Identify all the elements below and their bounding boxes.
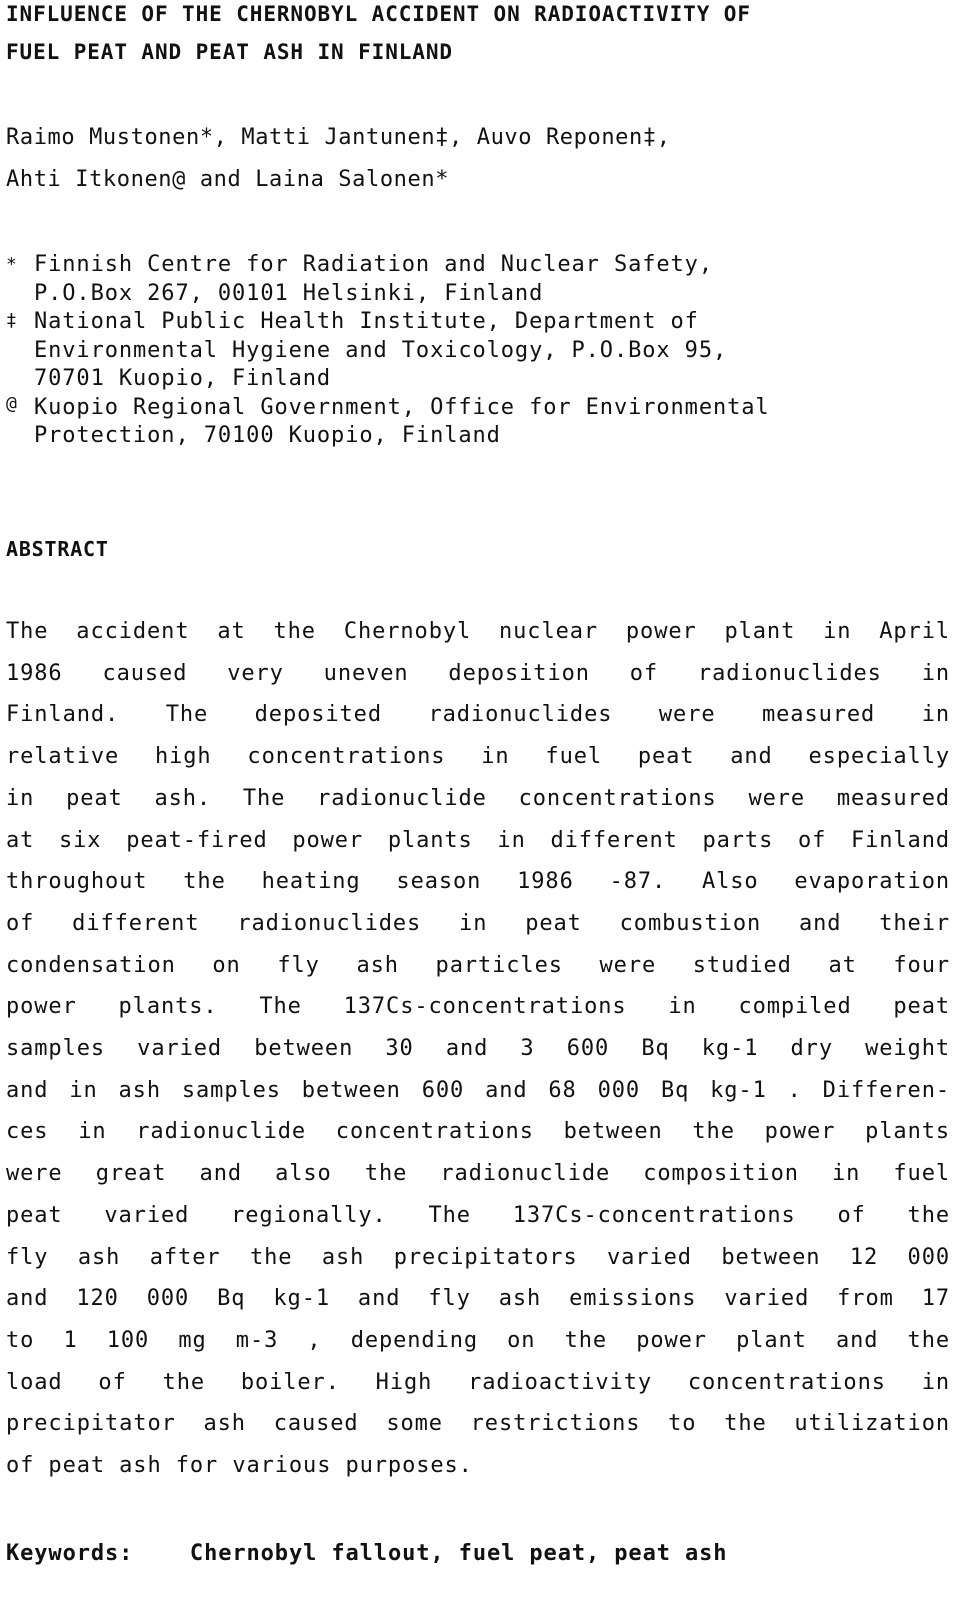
abstract-heading: ABSTRACT [6,537,109,561]
abstract-line: at six peat-fired power plants in different parts of Finland [6,828,950,853]
abstract-line: load of the boiler. High radioactivity concentrations in [6,1370,950,1395]
affiliation-1-line-1: Finnish Centre for Radiation and Nuclear Safety, [34,252,713,277]
abstract-line: 1986 caused very uneven deposition of radionuclides in [6,661,950,686]
affiliation-3-line-1: Kuopio Regional Government, Office for Environmental [34,395,770,420]
abstract-line: ces in radionuclide concentrations between the power plants [6,1119,950,1144]
authors-line-1: Raimo Mustonen*, Matti Jantunen‡, Auvo Reponen‡, [6,125,671,150]
affiliation-2-line-3: 70701 Kuopio, Finland [34,366,332,391]
paper-title-line-1: INFLUENCE OF THE CHERNOBYL ACCIDENT ON RADIOACTIVITY OF [6,2,751,26]
abstract-line: of peat ash for various purposes. [6,1453,473,1478]
abstract-line: precipitator ash caused some restrictions to the utilization [6,1411,950,1436]
affiliation-2-line-2: Environmental Hygiene and Toxicology, P.O.Box 95, [34,338,728,363]
abstract-line: power plants. The 137Cs-concentrations in compiled peat [6,994,950,1019]
abstract-line: in peat ash. The radionuclide concentrations were measured [6,786,950,811]
authors-line-2: Ahti Itkonen@ and Laina Salonen* [6,167,450,192]
affiliation-3-line-2: Protection, 70100 Kuopio, Finland [34,423,501,448]
abstract-line: samples varied between 30 and 3 600 Bq kg-1 dry weight [6,1036,950,1061]
affiliation-1-line-2: P.O.Box 267, 00101 Helsinki, Finland [34,281,544,306]
affiliation-mark-2: ‡ [6,310,17,331]
keywords-line [6,1540,727,1568]
abstract-line: The accident at the Chernobyl nuclear power plant in April [6,619,950,644]
abstract-line: and 120 000 Bq kg-1 and fly ash emissions varied from 17 [6,1286,950,1311]
keywords-label: Keywords: [6,1541,134,1566]
affiliation-mark-1: * [6,254,17,275]
affiliation-mark-3: @ [6,393,17,414]
abstract-line: were great and also the radionuclide composition in fuel [6,1161,950,1186]
abstract-line: and in ash samples between 600 and 68 000 Bq kg-1 . Differen- [6,1078,950,1103]
abstract-line: to 1 100 mg m-3 , depending on the power plant and the [6,1328,950,1353]
keywords-text: Chernobyl fallout, fuel peat, peat ash [189,1541,728,1566]
abstract-line: fly ash after the ash precipitators varied between 12 000 [6,1245,950,1270]
abstract-line: throughout the heating season 1986 -87. Also evaporation [6,869,950,894]
abstract-line: condensation on fly ash particles were studied at four [6,953,950,978]
abstract-line: Finland. The deposited radionuclides were measured in [6,702,950,727]
affiliation-2-line-1: National Public Health Institute, Department of [34,309,699,334]
abstract-line: peat varied regionally. The 137Cs-concentrations of the [6,1203,950,1228]
abstract-line: relative high concentrations in fuel peat and especially [6,744,950,769]
abstract-line: of different radionuclides in peat combustion and their [6,911,950,936]
paper-title-line-2: FUEL PEAT AND PEAT ASH IN FINLAND [6,40,453,64]
